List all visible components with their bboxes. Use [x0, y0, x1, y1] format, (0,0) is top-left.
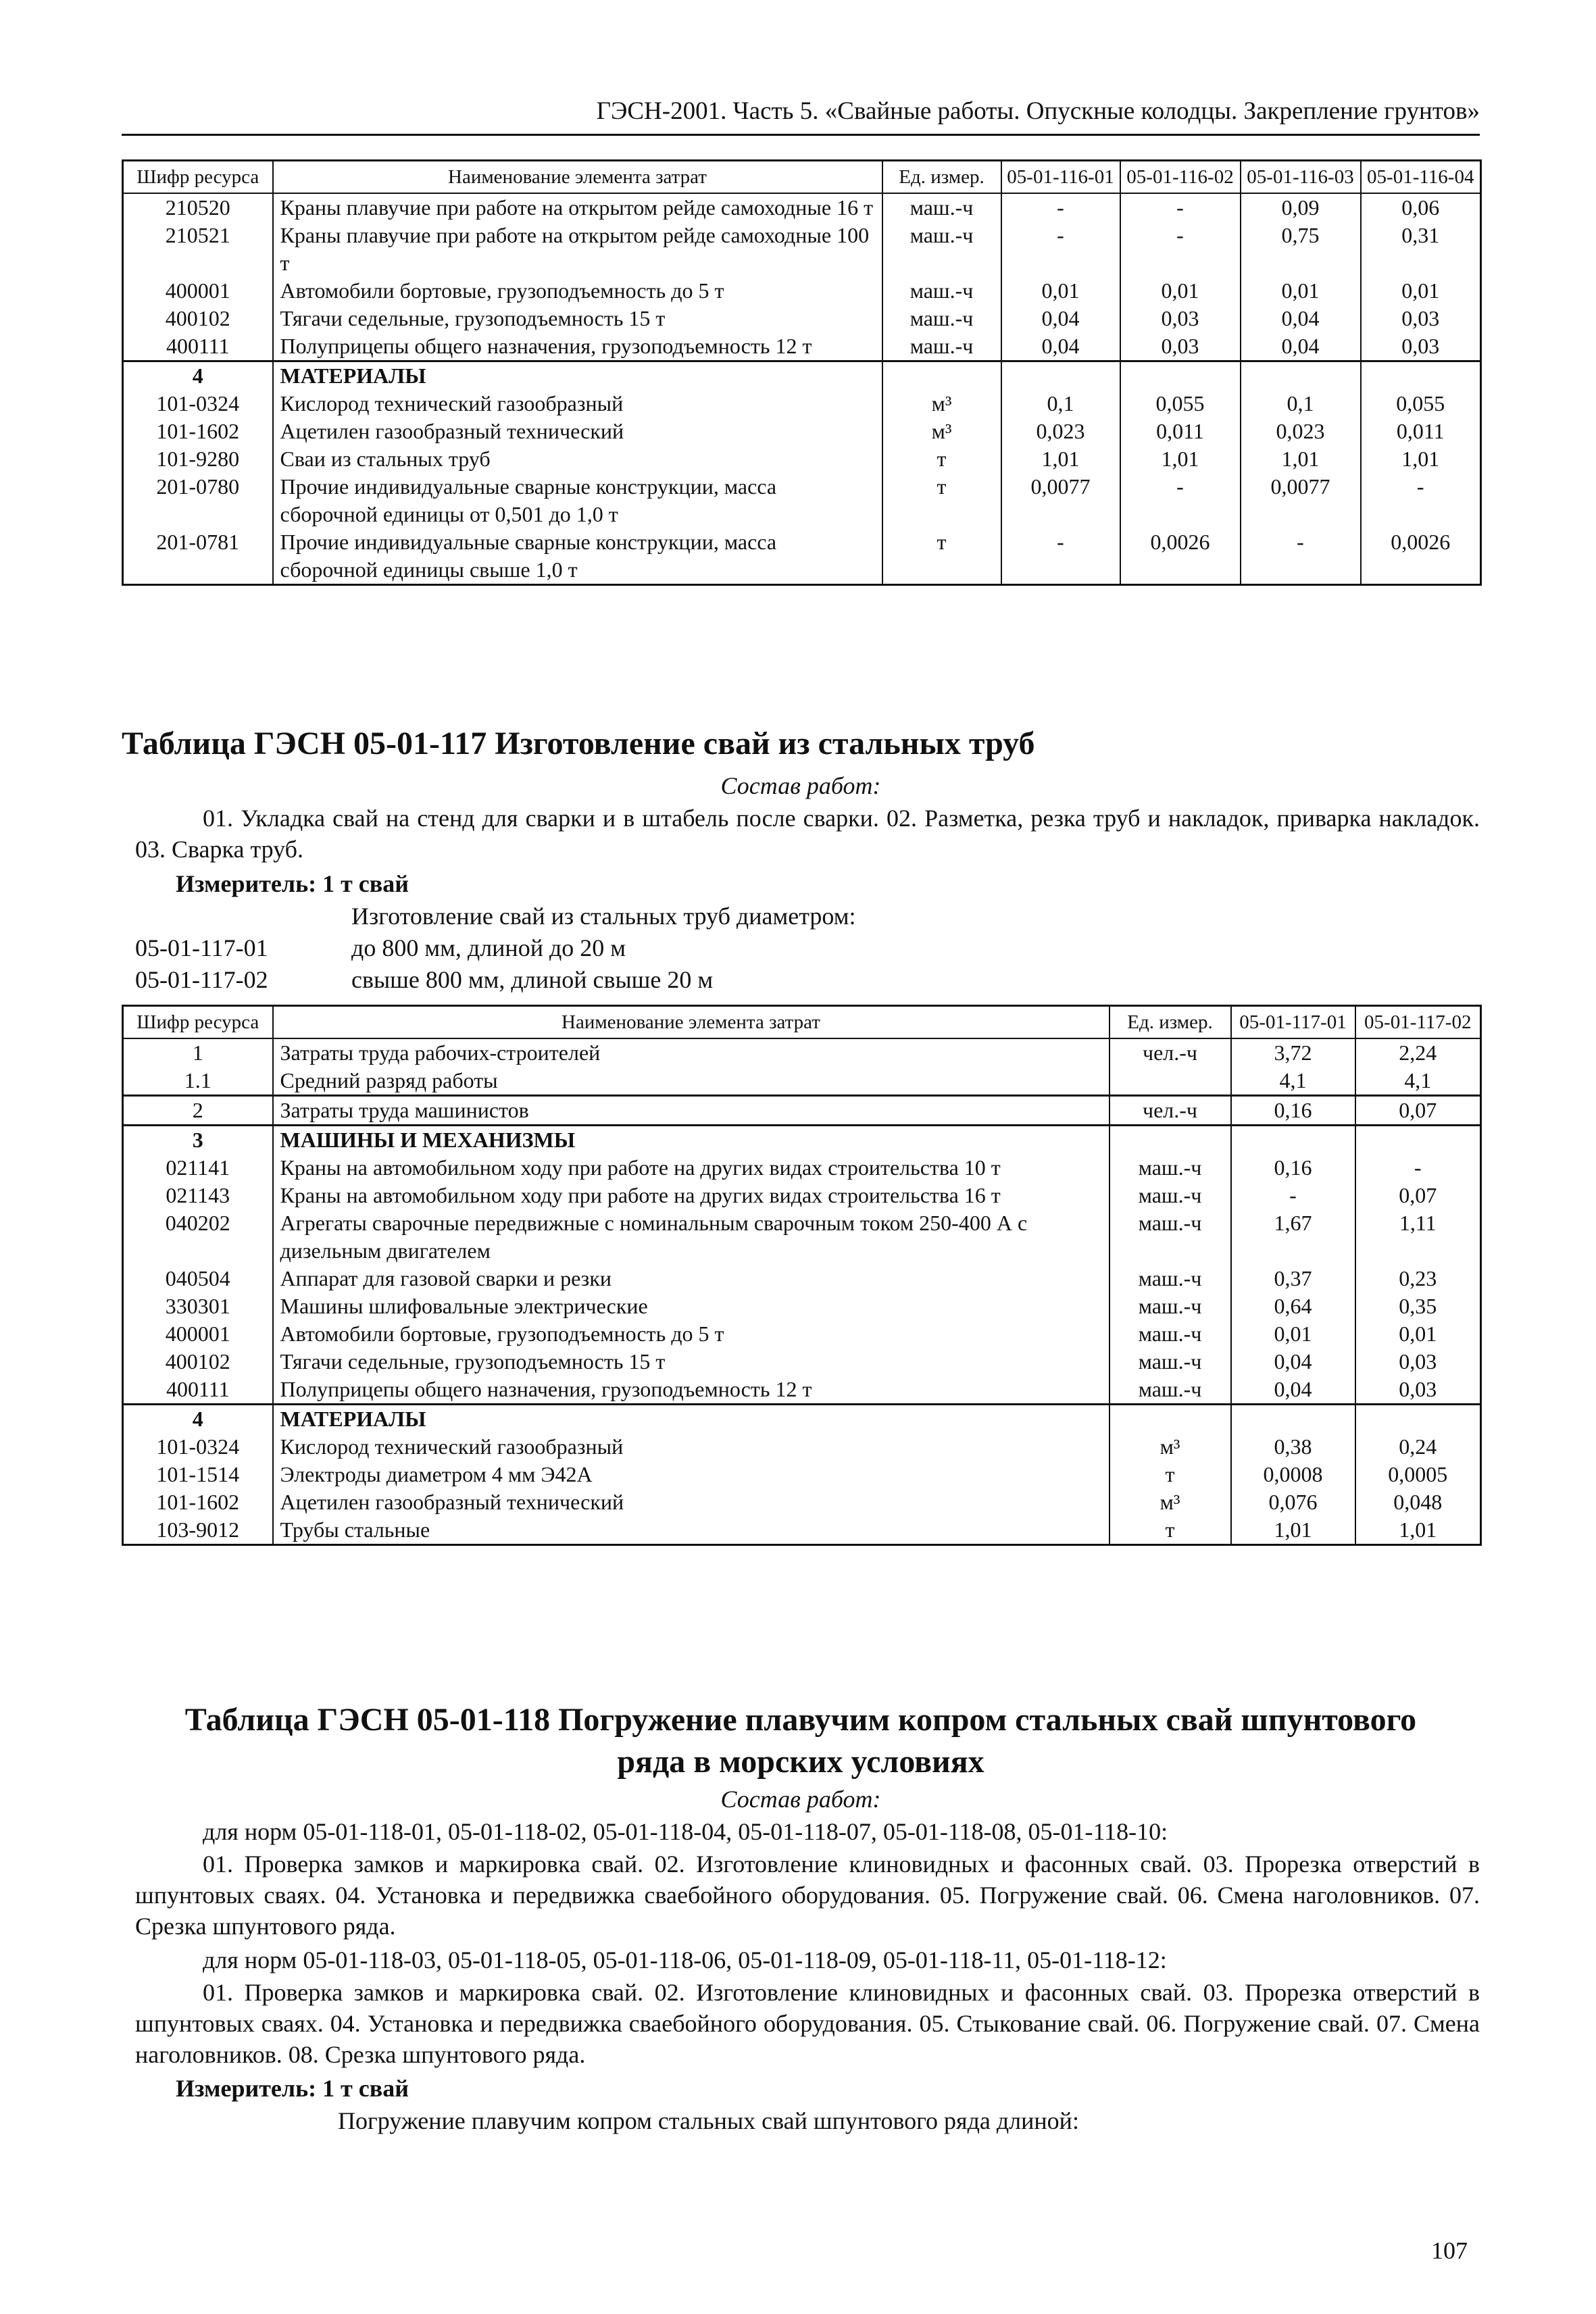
work-composition-text: 01. Укладка свай на стенд для сварки и в штабель после сварки. 02. Разметка, резка труб и накладок, приварка накладок. 03. Сварка труб.: [135, 805, 1480, 863]
norm-description: свыше 800 мм, длиной свыше 20 м: [351, 966, 714, 993]
norm-value: -: [1361, 473, 1481, 528]
resource-name: Аппарат для газовой сварки и резки: [273, 1265, 1109, 1292]
resource-name: Электроды диаметром 4 мм Э42А: [273, 1461, 1109, 1488]
norm-value: 0,0008: [1231, 1461, 1355, 1488]
norm-value: 0,16: [1231, 1154, 1355, 1182]
column-header: Наименование элемента затрат: [273, 1006, 1109, 1039]
resource-code: 101-1602: [123, 1488, 273, 1516]
column-header: Ед. измер.: [882, 161, 1001, 194]
unit-of-measure: м³: [1109, 1488, 1231, 1516]
unit-of-measure: маш.-ч: [1109, 1320, 1231, 1348]
unit-of-measure: т: [1109, 1461, 1231, 1488]
norm-value: -: [1001, 222, 1120, 277]
table-row: [123, 305, 1481, 332]
norm-value: [1001, 361, 1120, 391]
norm-value: 4,1: [1355, 1067, 1481, 1096]
unit-of-measure: маш.-ч: [882, 332, 1001, 361]
norm-value: 3,72: [1231, 1038, 1355, 1067]
norm-value: 1,01: [1355, 1516, 1481, 1545]
unit-of-measure: маш.-ч: [882, 222, 1001, 277]
resource-code: 021141: [123, 1154, 273, 1182]
norm-value: 0,04: [1241, 332, 1361, 361]
resource-code: 201-0780: [123, 473, 273, 528]
unit-of-measure: маш.-ч: [1109, 1376, 1231, 1405]
column-header: 05-01-117-01: [1231, 1006, 1355, 1039]
norm-value: 0,09: [1241, 193, 1361, 222]
work-composition-label: Состав работ:: [720, 772, 881, 799]
resource-name: МАТЕРИАЛЫ: [273, 361, 882, 391]
unit-of-measure: [1109, 1126, 1231, 1155]
column-header: 05-01-116-03: [1241, 161, 1361, 194]
resource-code: 4: [123, 1405, 273, 1434]
resource-name: МАШИНЫ И МЕХАНИЗМЫ: [273, 1126, 1109, 1155]
resource-code: 1: [123, 1038, 273, 1067]
norm-value: -: [1120, 193, 1241, 222]
table-row: [123, 418, 1481, 445]
table-row: [123, 277, 1481, 305]
norms-intro: Погружение плавучим копром стальных свай шпунтового ряда длиной:: [338, 2107, 1079, 2134]
table-row: [123, 1154, 1481, 1182]
table-row: [123, 1038, 1481, 1067]
table-row: [123, 528, 1481, 585]
column-header: Шифр ресурса: [123, 1006, 273, 1039]
resource-name: Прочие индивидуальные сварные конструкции, масса сборочной единицы от 0,501 до 1,0 т: [273, 473, 882, 528]
table-row: [123, 361, 1481, 391]
norm-value: 0,37: [1231, 1265, 1355, 1292]
resource-name: Краны плавучие при работе на открытом рейде самоходные 16 т: [273, 193, 882, 222]
norm-value: 0,75: [1241, 222, 1361, 277]
norm-value: 0,04: [1001, 305, 1120, 332]
norm-value: 0,16: [1231, 1096, 1355, 1126]
norm-value: 0,03: [1361, 305, 1481, 332]
unit-of-measure: маш.-ч: [1109, 1265, 1231, 1292]
resource-code: 330301: [123, 1292, 273, 1320]
resource-name: Полуприцепы общего назначения, грузоподъемность 12 т: [273, 1376, 1109, 1405]
unit-of-measure: маш.-ч: [882, 305, 1001, 332]
unit-of-measure: [882, 361, 1001, 391]
resource-code: 101-0324: [123, 390, 273, 418]
unit-of-measure: маш.-ч: [882, 193, 1001, 222]
norm-value: 0,07: [1355, 1096, 1481, 1126]
resource-name: Автомобили бортовые, грузоподъемность до 5 т: [273, 277, 882, 305]
norm-value: 1,67: [1231, 1209, 1355, 1265]
table-118-title-line2: ряда в морских условиях: [617, 1744, 984, 1780]
page-number: 107: [1431, 2237, 1468, 2264]
table-row: [123, 1067, 1481, 1096]
resource-name: Трубы стальные: [273, 1516, 1109, 1545]
resource-code: 2: [123, 1096, 273, 1126]
resource-name: Краны на автомобильном ходу при работе на других видах строительства 16 т: [273, 1182, 1109, 1209]
norm-value: -: [1241, 528, 1361, 585]
norm-value: -: [1001, 528, 1120, 585]
table-117-title: Таблица ГЭСН 05-01-117 Изготовление свай из стальных труб: [122, 726, 1035, 761]
resource-code: 400111: [123, 332, 273, 361]
norm-value: 0,03: [1120, 305, 1241, 332]
norm-code: 05-01-117-01: [135, 934, 268, 961]
unit-of-measure: маш.-ч: [1109, 1209, 1231, 1265]
norm-value: 0,011: [1361, 418, 1481, 445]
resource-name: Прочие индивидуальные сварные конструкции, масса сборочной единицы свыше 1,0 т: [273, 528, 882, 585]
resource-name: Автомобили бортовые, грузоподъемность до 5 т: [273, 1320, 1109, 1348]
unit-of-measure: т: [882, 445, 1001, 473]
table-row: [123, 1488, 1481, 1516]
norm-value: 0,076: [1231, 1488, 1355, 1516]
norm-value: 0,01: [1241, 277, 1361, 305]
norm-value: 0,03: [1120, 332, 1241, 361]
column-header: Наименование элемента затрат: [273, 161, 882, 194]
norm-value: 0,1: [1001, 390, 1120, 418]
norm-value: 0,35: [1355, 1292, 1481, 1320]
resource-name: Полуприцепы общего назначения, грузоподъемность 12 т: [273, 332, 882, 361]
unit-of-measure: [1109, 1067, 1231, 1096]
resource-name: Затраты труда машинистов: [273, 1096, 1109, 1126]
resource-code: 400001: [123, 1320, 273, 1348]
norm-value: 0,04: [1001, 332, 1120, 361]
norm-value: -: [1355, 1154, 1481, 1182]
norm-value: 0,01: [1231, 1320, 1355, 1348]
table-row: [123, 1265, 1481, 1292]
norm-value: 0,24: [1355, 1433, 1481, 1461]
unit-of-measure: м³: [882, 418, 1001, 445]
unit-of-measure: чел.-ч: [1109, 1038, 1231, 1067]
norm-value: 0,048: [1355, 1488, 1481, 1516]
resource-code: 103-9012: [123, 1516, 273, 1545]
resource-name: Затраты труда рабочих-строителей: [273, 1038, 1109, 1067]
unit-of-measure: чел.-ч: [1109, 1096, 1231, 1126]
unit-of-measure: м³: [882, 390, 1001, 418]
resource-code: 400111: [123, 1376, 273, 1405]
resource-code: 101-1602: [123, 418, 273, 445]
norm-group-label: для норм 05-01-118-03, 05-01-118-05, 05-01-118-06, 05-01-118-09, 05-01-118-11, 05-01-118-12:: [203, 1946, 1167, 1973]
norm-description: до 800 мм, длиной до 20 м: [351, 934, 626, 961]
column-header: 05-01-116-04: [1361, 161, 1481, 194]
norm-value: [1361, 361, 1481, 391]
norm-value: 0,01: [1001, 277, 1120, 305]
norm-value: [1355, 1126, 1481, 1155]
norm-value: [1241, 361, 1361, 391]
table-row: [123, 1126, 1481, 1155]
column-header: 05-01-117-02: [1355, 1006, 1481, 1039]
norm-group-label: для норм 05-01-118-01, 05-01-118-02, 05-01-118-04, 05-01-118-07, 05-01-118-08, 05-01-118-10:: [203, 1818, 1168, 1845]
resource-code: 101-9280: [123, 445, 273, 473]
table-row: [123, 1461, 1481, 1488]
norm-value: 0,04: [1231, 1348, 1355, 1376]
resource-name: Средний разряд работы: [273, 1067, 1109, 1096]
norm-value: [1231, 1405, 1355, 1434]
unit-of-measure: т: [882, 473, 1001, 528]
resource-code: 040504: [123, 1265, 273, 1292]
resource-name: Тягачи седельные, грузоподъемность 15 т: [273, 1348, 1109, 1376]
unit-of-measure: т: [882, 528, 1001, 585]
unit-of-measure: маш.-ч: [1109, 1292, 1231, 1320]
resource-name: Кислород технический газообразный: [273, 1433, 1109, 1461]
norm-value: -: [1001, 193, 1120, 222]
norm-value: 0,0077: [1241, 473, 1361, 528]
resource-code: 021143: [123, 1182, 273, 1209]
table-row: [123, 1405, 1481, 1434]
resource-code: 210521: [123, 222, 273, 277]
resource-code: 400001: [123, 277, 273, 305]
work-composition-label: Состав работ:: [720, 1786, 881, 1813]
norm-value: 1,01: [1231, 1516, 1355, 1545]
norm-value: 0,31: [1361, 222, 1481, 277]
norm-value: 0,01: [1355, 1320, 1481, 1348]
table-row: [123, 1096, 1481, 1126]
running-header: ГЭСН-2001. Часть 5. «Свайные работы. Опускные колодцы. Закрепление грунтов»: [122, 95, 1480, 136]
norm-value: -: [1120, 222, 1241, 277]
unit-of-measure: м³: [1109, 1433, 1231, 1461]
norm-value: 0,0005: [1355, 1461, 1481, 1488]
resource-code: 400102: [123, 305, 273, 332]
norm-value: [1120, 361, 1241, 391]
table-118-title-line1: Таблица ГЭСН 05-01-118 Погружение плавучим копром стальных свай шпунтового: [184, 1702, 1417, 1738]
resource-name: Краны на автомобильном ходу при работе на других видах строительства 10 т: [273, 1154, 1109, 1182]
table-row: [123, 445, 1481, 473]
norm-value: 0,23: [1355, 1265, 1481, 1292]
column-header: Ед. измер.: [1109, 1006, 1231, 1039]
table-118-title: [122, 1699, 1480, 1783]
measure-label: Измеритель: 1 т свай: [176, 2075, 409, 2102]
table-row: [123, 1292, 1481, 1320]
norm-value: 0,01: [1361, 277, 1481, 305]
norm-value: 0,011: [1120, 418, 1241, 445]
table-row: [123, 390, 1481, 418]
resource-table-116: [122, 159, 1482, 586]
resource-code: 040202: [123, 1209, 273, 1265]
table-row: [123, 1209, 1481, 1265]
resource-name: Краны плавучие при работе на открытом рейде самоходные 100 т: [273, 222, 882, 277]
resource-name: Ацетилен газообразный технический: [273, 418, 882, 445]
resource-code: 3: [123, 1126, 273, 1155]
norm-value: 0,38: [1231, 1433, 1355, 1461]
norm-value: 2,24: [1355, 1038, 1481, 1067]
norm-value: [1231, 1126, 1355, 1155]
column-header: 05-01-116-01: [1001, 161, 1120, 194]
work-composition-text: 01. Проверка замков и маркировка свай. 02. Изготовление клиновидных и фасонных свай. 03. Прорезка отверстий в шпунтовых сваях. 04. Установка и передвижка сваебойного оборудования. 05. Погружение свай. 06. Смена наголовников. 07. Срезка шпунтового ряда.: [135, 1851, 1480, 1940]
resource-code: 400102: [123, 1348, 273, 1376]
norm-value: 0,0026: [1120, 528, 1241, 585]
resource-name: МАТЕРИАЛЫ: [273, 1405, 1109, 1434]
norm-value: -: [1120, 473, 1241, 528]
norm-value: 0,01: [1120, 277, 1241, 305]
norm-value: 1,01: [1361, 445, 1481, 473]
resource-name: Машины шлифовальные электрические: [273, 1292, 1109, 1320]
table-row: [123, 1348, 1481, 1376]
norm-value: 0,023: [1001, 418, 1120, 445]
resource-code: 4: [123, 361, 273, 391]
table-header-row: [123, 161, 1481, 194]
resource-code: 210520: [123, 193, 273, 222]
norm-value: 0,03: [1355, 1348, 1481, 1376]
table-row: [123, 193, 1481, 222]
unit-of-measure: маш.-ч: [1109, 1348, 1231, 1376]
norm-value: 1,01: [1241, 445, 1361, 473]
norms-intro: Изготовление свай из стальных труб диаметром:: [351, 903, 856, 930]
resource-name: Кислород технический газообразный: [273, 390, 882, 418]
resource-code: 101-1514: [123, 1461, 273, 1488]
unit-of-measure: маш.-ч: [882, 277, 1001, 305]
table-row: [123, 1433, 1481, 1461]
table-row: [123, 1182, 1481, 1209]
resource-name: Тягачи седельные, грузоподъемность 15 т: [273, 305, 882, 332]
norm-value: 0,07: [1355, 1182, 1481, 1209]
table-row: [123, 1516, 1481, 1545]
norm-value: 1,11: [1355, 1209, 1481, 1265]
norm-value: 0,06: [1361, 193, 1481, 222]
norm-value: 0,0026: [1361, 528, 1481, 585]
resource-name: Ацетилен газообразный технический: [273, 1488, 1109, 1516]
unit-of-measure: т: [1109, 1516, 1231, 1545]
norm-value: 0,0077: [1001, 473, 1120, 528]
column-header: 05-01-116-02: [1120, 161, 1241, 194]
norm-value: 1,01: [1120, 445, 1241, 473]
unit-of-measure: маш.-ч: [1109, 1154, 1231, 1182]
norm-value: 0,1: [1241, 390, 1361, 418]
norm-value: 0,03: [1361, 332, 1481, 361]
table-row: [123, 332, 1481, 361]
unit-of-measure: [1109, 1405, 1231, 1434]
norm-value: 0,64: [1231, 1292, 1355, 1320]
unit-of-measure: маш.-ч: [1109, 1182, 1231, 1209]
resource-code: 201-0781: [123, 528, 273, 585]
norm-value: 1,01: [1001, 445, 1120, 473]
norm-value: 0,055: [1120, 390, 1241, 418]
norm-value: -: [1231, 1182, 1355, 1209]
norm-value: 4,1: [1231, 1067, 1355, 1096]
norm-value: 0,023: [1241, 418, 1361, 445]
norm-value: 0,03: [1355, 1376, 1481, 1405]
norm-value: 0,04: [1231, 1376, 1355, 1405]
table-row: [123, 1320, 1481, 1348]
table-row: [123, 222, 1481, 277]
measure-label: Измеритель: 1 т свай: [176, 870, 409, 897]
norm-value: 0,04: [1241, 305, 1361, 332]
table-row: [123, 473, 1481, 528]
resource-code: 101-0324: [123, 1433, 273, 1461]
resource-table-117: [122, 1005, 1482, 1546]
table-row: [123, 1376, 1481, 1405]
table-header-row: [123, 1006, 1481, 1039]
resource-code: 1.1: [123, 1067, 273, 1096]
norm-value: [1355, 1405, 1481, 1434]
work-composition-text: 01. Проверка замков и маркировка свай. 02. Изготовление клиновидных и фасонных свай. 03. Прорезка отверстий в шпунтовых сваях. 04. Установка и передвижка сваебойного оборудования. 05. Стыкование свай. 06. Погружение свай. 07. Смена наголовников. 08. Срезка шпунтового ряда.: [135, 1979, 1480, 2068]
norm-value: 0,055: [1361, 390, 1481, 418]
column-header: Шифр ресурса: [123, 161, 273, 194]
resource-name: Сваи из стальных труб: [273, 445, 882, 473]
resource-name: Агрегаты сварочные передвижные с номинальным сварочным током 250-400 А с дизельным двигателем: [273, 1209, 1109, 1265]
norm-code: 05-01-117-02: [135, 966, 268, 993]
